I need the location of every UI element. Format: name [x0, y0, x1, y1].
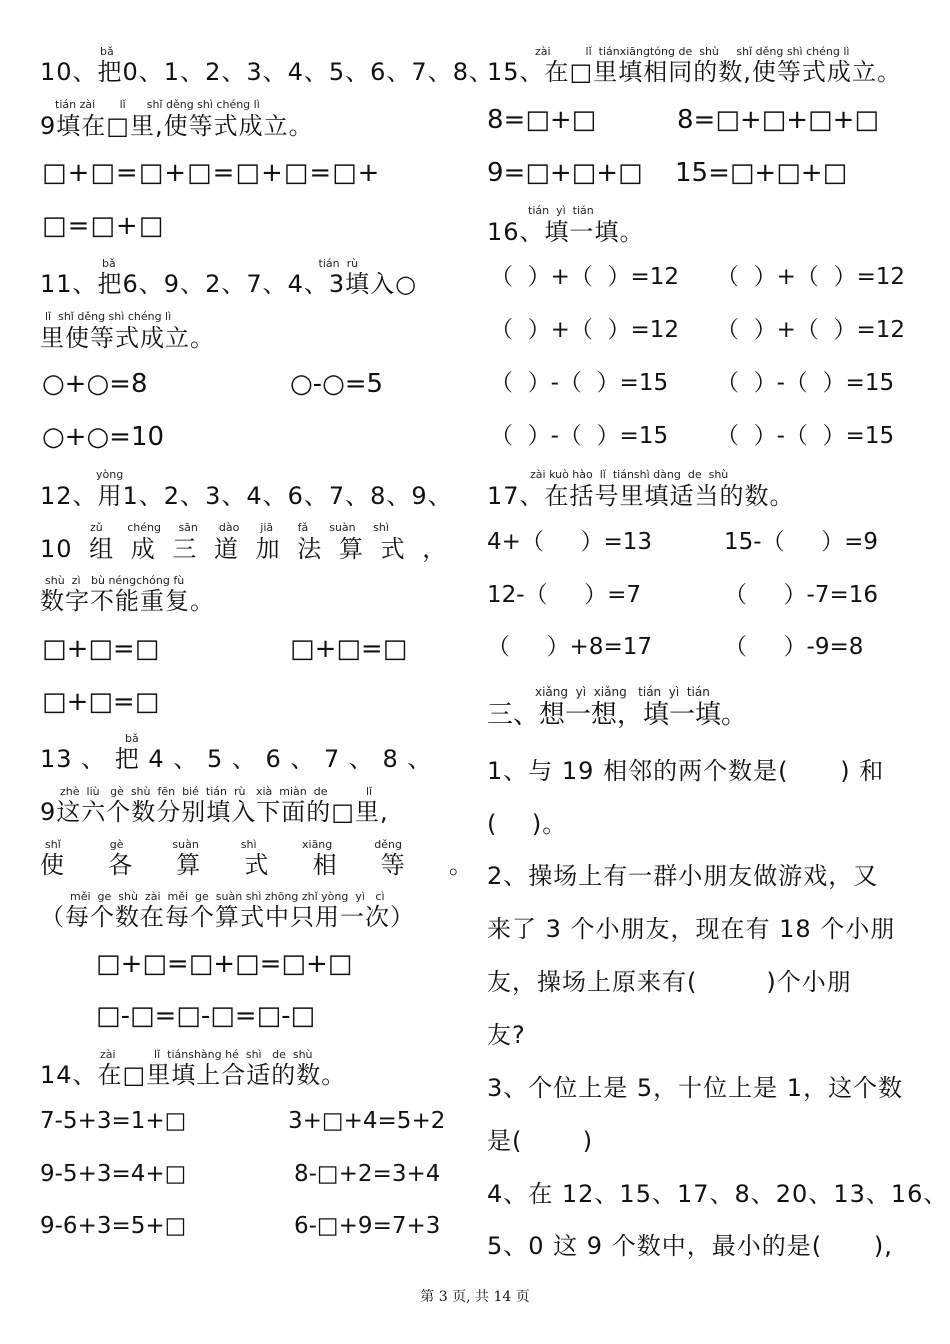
section3-pinyin: xiǎng yì xiǎng tián yì tián	[535, 685, 710, 699]
q16-equation: （ ）-（ ）=15	[716, 370, 895, 396]
q17-equation: 4+（ ）=13	[487, 529, 652, 555]
q16-line-1: 16、填一填。	[487, 218, 645, 246]
q13-pinyin-2: zhè liù gè shù fēn bié tián rù xià miàn de lǐ	[60, 785, 373, 798]
q17-equation: 12-（ ）=7	[487, 582, 642, 608]
q17-line-1: 17、在括号里填适当的数。	[487, 482, 795, 510]
q15-equation: 8=□+□	[487, 105, 597, 135]
q10-line-1: 10、把0、1、2、3、4、5、6、7、8、	[40, 58, 494, 86]
q14-equation: 9-5+3=4+□	[40, 1161, 187, 1187]
q15-pinyin-1: zài lǐ tiánxiāngtóng de shù shǐ děng shì chéng lì	[535, 45, 850, 58]
q17-equation: 15-（ ）=9	[724, 529, 879, 555]
q14-equation: 6-□+9=7+3	[294, 1213, 441, 1239]
q16-equation: （ ）-（ ）=15	[490, 423, 669, 449]
q14-equation: 7-5+3=1+□	[40, 1108, 187, 1134]
s3-line: 1、与 19 相邻的两个数是( ) 和	[487, 757, 885, 785]
q12-line-1: 12、用1、2、3、4、6、7、8、9、	[40, 482, 453, 510]
s3-line: 3、个位上是 5，十位上是 1，这个数	[487, 1074, 904, 1102]
q10-pinyin-2: tián zài lǐ shǐ děng shì chéng lì	[55, 98, 260, 111]
q13-pinyin-1: bǎ	[125, 732, 139, 745]
q11-equation-3: ○+○=10	[42, 422, 165, 452]
q13-equation-1: □+□=□+□=□+□	[96, 949, 353, 979]
q16-equation: （ ）-（ ）=15	[490, 370, 669, 396]
q11-line-2: 里使等式成立。	[40, 324, 215, 352]
q15-equation: 15=□+□+□	[675, 158, 848, 188]
q13-equation-2: □-□=□-□=□-□	[96, 1001, 316, 1031]
q11-pinyin-2: lǐ shǐ děng shì chéng lì	[45, 310, 172, 323]
page-footer: 第 3 页, 共 14 页	[420, 1289, 530, 1305]
s3-line: 来了 3 个小朋友，现在有 18 个小朋	[487, 915, 896, 943]
q16-equation: （ ）+（ ）=12	[490, 317, 680, 343]
q14-equation: 9-6+3=5+□	[40, 1213, 187, 1239]
q15-line-1: 15、在□里填相同的数,使等式成立。	[487, 58, 902, 86]
section3-title: 三、想一想，填一填。	[487, 700, 748, 730]
s3-line: 4、在 12、15、17、8、20、13、16、	[487, 1180, 949, 1208]
q10-pinyin-1: bǎ	[100, 45, 114, 58]
q17-equation: （ ）-9=8	[724, 634, 864, 660]
s3-line: 2、操场上有一群小朋友做游戏，又	[487, 862, 879, 890]
q13-pinyin-3: shǐ gè suàn shì xiāng děng	[45, 838, 402, 851]
q14-equation: 8-□+2=3+4	[294, 1161, 441, 1187]
q16-equation: （ ）-（ ）=15	[716, 423, 895, 449]
q14-pinyin-1: zài lǐ tiánshàng hé shì de shù	[100, 1048, 313, 1061]
q13-line-4: （每个数在每个算式中只用一次）	[40, 903, 415, 931]
q10-equation-2: □=□+□	[42, 211, 165, 241]
q12-line-2: 10 组 成 三 道 加 法 算 式 ，	[40, 535, 448, 563]
q16-pinyin-1: tián yì tián	[528, 204, 594, 217]
q12-equation-3: □+□=□	[42, 687, 160, 717]
q14-line-1: 14、在□里填上合适的数。	[40, 1061, 347, 1089]
q12-pinyin-3: shù zì bù néngchóng fù	[45, 574, 185, 587]
q12-pinyin-1: yòng	[96, 468, 124, 481]
q17-pinyin-1: zài kuò hào lǐ tiánshì dàng de shù	[530, 468, 729, 481]
s3-line: 友?	[487, 1021, 526, 1049]
q11-line-1: 11、把6、9、2、7、4、3填入○	[40, 270, 418, 298]
q16-equation: （ ）+（ ）=12	[716, 264, 906, 290]
q15-equation: 9=□+□+□	[487, 158, 643, 188]
q16-equation: （ ）+（ ）=12	[490, 264, 680, 290]
q17-equation: （ ）-7=16	[724, 582, 879, 608]
q10-line-2: 9填在□里,使等式成立。	[40, 112, 314, 140]
q13-line-2: 9这六个数分别填入下面的□里,	[40, 798, 389, 826]
q12-pinyin-2: zǔ chéng sān dào jiā fǎ suàn shì	[90, 521, 389, 534]
q11-pinyin-1: bǎ tián rù	[102, 257, 359, 270]
q13-pinyin-4: měi ge shù zài měi ge suàn shì zhōng zhǐ yòng yì cì	[70, 890, 385, 903]
q11-equation-2: ○-○=5	[290, 369, 384, 399]
q10-equation-1: □+□=□+□=□+□=□+	[42, 158, 381, 188]
s3-line: 友，操场上原来有( )个小朋	[487, 968, 852, 996]
q12-equation-1: □+□=□	[42, 634, 160, 664]
q13-line-1: 13 、 把 4 、 5 、 6 、 7 、 8 、	[40, 745, 433, 773]
s3-line: 5、0 这 9 个数中，最小的是( ),	[487, 1232, 893, 1260]
q13-line-3: 使 各 算 式 相 等 。	[40, 851, 474, 879]
q16-equation: （ ）+（ ）=12	[716, 317, 906, 343]
q14-equation: 3+□+4=5+2	[288, 1108, 446, 1134]
q17-equation: （ ）+8=17	[487, 634, 652, 660]
s3-line: ( )。	[487, 810, 568, 838]
q15-equation: 8=□+□+□+□	[677, 105, 879, 135]
q11-equation-1: ○+○=8	[42, 369, 148, 399]
s3-line: 是( )	[487, 1127, 594, 1155]
q12-equation-2: □+□=□	[290, 634, 408, 664]
q12-line-3: 数字不能重复。	[40, 587, 215, 615]
